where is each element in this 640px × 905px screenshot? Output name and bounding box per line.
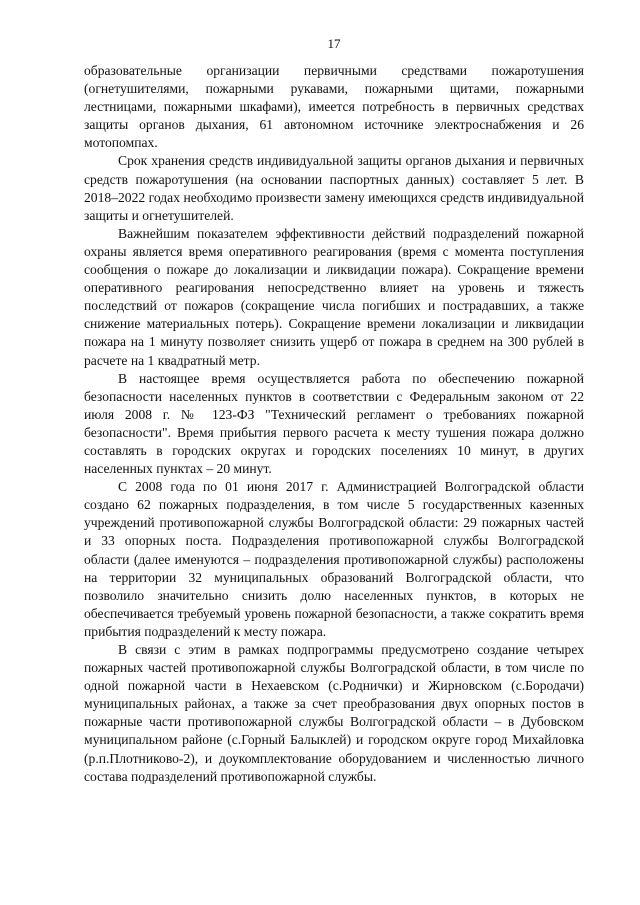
page-number: 17 <box>327 36 341 51</box>
paragraph: С 2008 года по 01 июня 2017 г. Администрацией Волгоградской области создано 62 пожарных подразделения, в том числе 5 государственных казенных учреждений противопожарной службы Волгоградской области: 29 пожарных частей и 33 опорных поста. Подразделения противопожарной службы Волгоградской области (далее именуются – подразделения противопожарной службы) расположены на территории 32 муниципальных образований Волгоградской области, что позволило значительно снизить долю населенных пунктов, в которых не обеспечивается требуемый уровень пожарной безопасности, а также сократить время прибытия подразделений к месту пожара. <box>84 479 584 639</box>
paragraph: Важнейшим показателем эффективности действий подразделений пожарной охраны является время оперативного реагирования (время с момента поступления сообщения о пожаре до локализации и ликвидации пожара). Сокращение времени оперативного реагирования непосредственно влияет на уровень и тяжесть последствий от пожаров (сокращение числа погибших и пострадавших, а также снижение материальных потерь). Сокращение времени локализации и ликвидации пожара на 1 минуту позволяет снизить ущерб от пожара в среднем на 300 рублей в расчете на 1 квадратный метр. <box>84 225 584 368</box>
paragraph: Срок хранения средств индивидуальной защиты органов дыхания и первичных средств пожаротушения (на основании паспортных данных) составляет 5 лет. В 2018–2022 годах необходимо произвести замену имеющихся средств индивидуальной защиты и огнетушителей. <box>84 153 584 223</box>
paragraph: образовательные организации первичными средствами пожаротушения (огнетушителями, пожарными рукавами, пожарными щитами, пожарными лестницами, пожарными шкафами), имеется потребность в первичных средствах защиты органов дыхания, 61 автономном источнике электроснабжения и 26 мотопомпах. <box>84 63 584 151</box>
document-body <box>84 62 584 786</box>
paragraph: В связи с этим в рамках подпрограммы предусмотрено создание четырех пожарных частей противопожарной службы Волгоградской области, в том числе по одной пожарной части в Нехаевском (с.Роднички) и Жирновском (с.Бородачи) муниципальных районах, а также за счет преобразования двух опорных постов в пожарные части противопожарной службы Волгоградской области – в Дубовском муниципальном районе (с.Горный Балыклей) и городском округе город Михайловка (р.п.Плотниково-2), и доукомплектование оборудованием и численностью личного состава подразделений противопожарной службы. <box>84 642 584 784</box>
paragraph: В настоящее время осуществляется работа по обеспечению пожарной безопасности населенных пунктов в соответствии с Федеральным законом от 22 июля 2008 г. № 123-ФЗ "Технический регламент о требованиях пожарной безопасности". Время прибытия первого расчета к месту тушения пожара должно составлять в городских округах и городских поселениях 10 минут, в других населенных пунктах – 20 минут. <box>84 370 584 477</box>
